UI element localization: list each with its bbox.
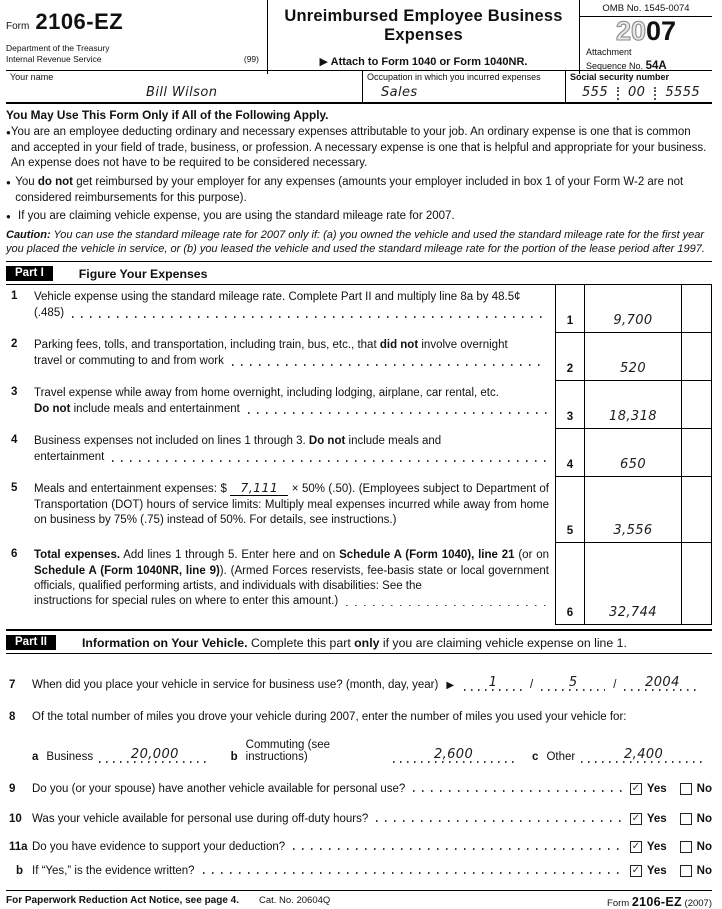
business-miles-field[interactable]: 20,000 xyxy=(99,748,211,762)
service-year-field[interactable]: 2004 xyxy=(624,676,700,690)
form-number: 2106-EZ xyxy=(35,9,124,34)
date-slash: / xyxy=(530,678,534,691)
service-month-field[interactable]: 1 xyxy=(464,676,522,690)
part2-title: Information on Your Vehicle. Complete this part only if you are claiming vehicle expense on line 1. xyxy=(81,635,627,650)
omb-year-block xyxy=(580,0,712,74)
line3-number: 3 xyxy=(11,386,18,399)
q10-text: Was your vehicle available for personal use during off-duty hours? xyxy=(32,812,369,825)
paperwork-notice: For Paperwork Reduction Act Notice, see page 4. xyxy=(6,894,240,906)
dot-leader xyxy=(112,460,547,462)
part1-header xyxy=(6,261,712,284)
tax-year-prefix: 20 xyxy=(615,16,646,46)
dept-line1: Department of the Treasury xyxy=(6,43,110,53)
q10-number: 10 xyxy=(9,812,22,825)
ssn-separator xyxy=(617,87,619,100)
expense-row-2 xyxy=(6,333,712,381)
line1-number: 1 xyxy=(11,290,18,303)
bullet-icon: ● xyxy=(6,177,11,187)
ssn-cell xyxy=(565,71,712,102)
line4-number: 4 xyxy=(11,434,18,447)
eligibility-section xyxy=(6,104,712,256)
line5-box-number: 5 xyxy=(555,477,585,543)
q8b-label: Commuting (see instructions) xyxy=(245,738,331,763)
identity-row xyxy=(6,70,712,104)
line1-description: Vehicle expense using the standard mileage rate. Complete Part II and multiply line 8a by 48.5¢ (.485) xyxy=(32,285,555,333)
line3-box-number: 3 xyxy=(555,381,585,429)
part2-badge: Part II xyxy=(6,635,56,650)
caution-label: Caution: xyxy=(6,228,51,241)
question-7 xyxy=(6,676,712,690)
expense-row-5 xyxy=(6,477,712,543)
q10-yes-no xyxy=(630,813,712,825)
eligibility-bullet-1 xyxy=(6,125,712,172)
line6-cents-cell[interactable] xyxy=(682,543,712,625)
meals-entry-field[interactable]: 7,111 xyxy=(230,482,288,496)
sequence-number: 54A xyxy=(645,59,667,72)
attach-instruction xyxy=(320,55,528,68)
bullet-icon: ● xyxy=(6,212,11,222)
dot-leader xyxy=(72,316,547,318)
footer-form-id xyxy=(459,895,712,909)
caution-note xyxy=(6,228,712,257)
name-label: Your name xyxy=(10,72,54,82)
q8c-label: Other xyxy=(546,750,576,763)
department-block xyxy=(6,43,267,64)
q11a-yes-label: Yes xyxy=(646,840,667,853)
form-header xyxy=(6,0,712,70)
q11a-yes-checkbox[interactable]: ✓ xyxy=(631,840,641,852)
form-footer xyxy=(6,890,712,909)
q9-number: 9 xyxy=(9,782,16,795)
dept-line2: Internal Revenue Service xyxy=(6,53,102,64)
ssn-part1: 555 xyxy=(582,85,609,100)
occupation-cell xyxy=(362,71,565,102)
q7-number: 7 xyxy=(9,678,16,691)
line5-amount-field[interactable]: 3,556 xyxy=(585,477,682,543)
other-miles-field[interactable]: 2,400 xyxy=(581,748,706,762)
q11b-yes-checkbox[interactable]: ✓ xyxy=(631,864,641,876)
expense-row-6 xyxy=(6,543,712,625)
line4-description: Business expenses not included on lines 1 through 3. Do not include meals and entertainment xyxy=(32,429,555,477)
q10-no-checkbox[interactable] xyxy=(680,813,692,825)
eligibility-bullet-3 xyxy=(6,209,712,225)
line2-box-number: 2 xyxy=(555,333,585,381)
line3-cents-cell[interactable] xyxy=(682,381,712,429)
attachment-label: Attachment xyxy=(586,47,632,57)
expense-table xyxy=(6,284,712,625)
q11b-yes-no xyxy=(630,865,712,877)
q8b-letter: b xyxy=(230,750,238,763)
part2-header xyxy=(6,629,712,654)
line4-box-number: 4 xyxy=(555,429,585,477)
line4-cents-cell[interactable] xyxy=(682,429,712,477)
q8a-letter: a xyxy=(32,750,39,763)
dot-leader xyxy=(203,872,622,874)
tax-year xyxy=(580,17,712,45)
footer-form-number: 2106-EZ xyxy=(631,894,682,909)
line2-description: Parking fees, tolls, and transportation, including train, bus, etc., that did not involve overnight travel or commuting to and from work xyxy=(32,333,555,381)
service-day-field[interactable]: 5 xyxy=(541,676,605,690)
line2-amount-field[interactable]: 520 xyxy=(585,333,682,381)
q11a-number: 11a xyxy=(9,840,28,853)
bullet-icon: ● xyxy=(6,128,11,137)
line6-amount-field[interactable]: 32,744 xyxy=(585,543,682,625)
form-id-block xyxy=(6,0,268,74)
q11b-no-label: No xyxy=(696,864,712,877)
line6-box-number: 6 xyxy=(555,543,585,625)
ssn-field[interactable] xyxy=(570,85,708,100)
attach-arrow-icon: ▶ xyxy=(319,56,328,69)
sequence-label: Sequence No. xyxy=(586,60,644,71)
q11a-text: Do you have evidence to support your deduction? xyxy=(32,840,286,853)
q11b-text: If “Yes,” is the evidence written? xyxy=(32,864,195,877)
q8c-letter: c xyxy=(532,750,539,763)
eligibility-heading: You May Use This Form Only if All of the Following Apply. xyxy=(6,108,329,122)
line4-amount-field[interactable]: 650 xyxy=(585,429,682,477)
part1-badge: Part I xyxy=(6,266,53,281)
q11b-number: b xyxy=(15,864,23,877)
q11a-no-checkbox[interactable] xyxy=(680,841,692,853)
line2-cents-cell[interactable] xyxy=(682,333,712,381)
q11a-yes-no xyxy=(630,841,712,853)
line1-cents-cell[interactable] xyxy=(682,285,712,333)
question-8 xyxy=(6,711,712,723)
dot-leader xyxy=(346,604,547,606)
ssn-part2: 00 xyxy=(628,85,646,100)
expense-row-4 xyxy=(6,429,712,477)
bullet-1-text: You are an employee deducting ordinary and necessary expenses attributable to your job. An ordinary expense is one that is common and accepted in your field of trade, business, or profession. A necessary expense is one that is helpful and appropriate for your business. An expense does not have to be required to be considered necessary. xyxy=(10,126,707,170)
line6-description: Total expenses. Add lines 1 through 5. Enter here and on Schedule A (Form 1040), line 21 (or on Schedule A (Form 1040NR, line 9)). (Armed Forces reservists, fee-basis state or local government officials, qualified performing artists, and individuals with disabilities: See the instructions for special rules on where to enter this amount.) xyxy=(34,549,549,608)
tax-year-suffix: 07 xyxy=(646,16,677,46)
q9-yes-label: Yes xyxy=(646,782,667,795)
q7-arrow-icon: ▶ xyxy=(446,679,455,691)
q10-yes-label: Yes xyxy=(646,812,667,825)
question-11a xyxy=(6,841,712,853)
q7-text: When did you place your vehicle in service for business use? (month, day, year) xyxy=(32,678,439,691)
ssn-label: Social security number xyxy=(570,72,670,82)
occupation-label: Occupation in which you incurred expenses xyxy=(367,72,541,82)
line6-number: 6 xyxy=(11,548,18,561)
line5-number: 5 xyxy=(11,482,18,495)
footer-form-word: Form xyxy=(607,897,630,909)
occupation-field[interactable]: Sales xyxy=(381,85,418,100)
line2-number: 2 xyxy=(11,338,18,351)
form-title: Unreimbursed Employee Business Expenses xyxy=(284,7,563,45)
q9-text: Do you (or your spouse) have another vehicle available for personal use? xyxy=(32,782,406,795)
dot-leader xyxy=(293,848,622,850)
q8-number: 8 xyxy=(9,710,16,723)
attach-text: Attach to Form 1040 or Form 1040NR. xyxy=(330,56,528,69)
question-11b xyxy=(6,865,712,877)
q8a-label: Business xyxy=(46,750,94,763)
expense-row-1 xyxy=(6,285,712,333)
title-block xyxy=(268,0,580,74)
q11a-no-label: No xyxy=(696,840,712,853)
ssn-separator xyxy=(654,87,656,100)
part1-title: Figure Your Expenses xyxy=(78,266,208,281)
omb-number: OMB No. 1545-0074 xyxy=(580,0,712,17)
name-cell xyxy=(6,71,362,102)
q9-yes-checkbox[interactable]: ✓ xyxy=(631,782,641,794)
form-word: Form xyxy=(6,21,30,32)
footer-form-year: (2007) xyxy=(684,897,712,909)
q10-no-label: No xyxy=(696,812,712,825)
bullet-3-text: If you are claiming vehicle expense, you are using the standard mileage rate for 2007. xyxy=(18,210,455,223)
line3-amount-field[interactable]: 18,318 xyxy=(585,381,682,429)
q11b-yes-label: Yes xyxy=(646,864,667,877)
eligibility-bullet-2 xyxy=(6,175,712,206)
question-10 xyxy=(6,813,712,825)
expense-row-3 xyxy=(6,381,712,429)
q9-no-checkbox[interactable] xyxy=(680,783,692,795)
line1-amount-field[interactable]: 9,700 xyxy=(585,285,682,333)
commuting-miles-field[interactable]: 2,600 xyxy=(393,748,514,762)
q10-yes-checkbox[interactable]: ✓ xyxy=(631,812,641,824)
caution-text: You can use the standard mileage rate for 2007 only if: (a) you owned the vehicle and used the standard mileage rate for the first year you placed the vehicle in service, or (b) you leased the vehicle and used the standard mileage rate for the portion of the lease period after 1997. xyxy=(6,228,705,256)
dept-code: (99) xyxy=(243,53,259,64)
q8-text: Of the total number of miles you drove your vehicle during 2007, enter the number of miles you used your vehicle for: xyxy=(32,710,627,723)
dot-leader xyxy=(413,790,621,792)
q9-no-label: No xyxy=(696,782,712,795)
bullet-2-text: You do not get reimbursed by your employer for any expenses (amounts your employer included in box 1 of your Form W-2 are not considered reimbursements for this purpose). xyxy=(15,175,684,204)
catalog-number: Cat. No. 20604Q xyxy=(259,894,331,906)
dot-leader xyxy=(232,364,547,366)
q9-yes-no xyxy=(630,783,712,795)
line3-description: Travel expense while away from home overnight, including lodging, airplane, car rental, etc. Do not include meals and entertainment xyxy=(32,381,555,429)
question-8-entries xyxy=(32,739,712,763)
attachment-sequence xyxy=(580,45,712,74)
dot-leader xyxy=(248,412,547,414)
question-9 xyxy=(6,783,712,795)
line5-description: Meals and entertainment expenses: $ 7,111 × 50% (.50). (Employees subject to Department of Transportation (DOT) hours of service limits: Multiply meal expenses incurred while away from home on business by 75% (.75) instead of 50%. For details, see instructions.) xyxy=(34,480,549,526)
q11b-no-checkbox[interactable] xyxy=(680,865,692,877)
date-slash: / xyxy=(613,678,617,691)
ssn-part3: 5555 xyxy=(665,85,701,100)
line5-cents-cell[interactable] xyxy=(682,477,712,543)
name-field[interactable]: Bill Wilson xyxy=(146,85,218,100)
line1-box-number: 1 xyxy=(555,285,585,333)
dot-leader xyxy=(376,820,622,822)
